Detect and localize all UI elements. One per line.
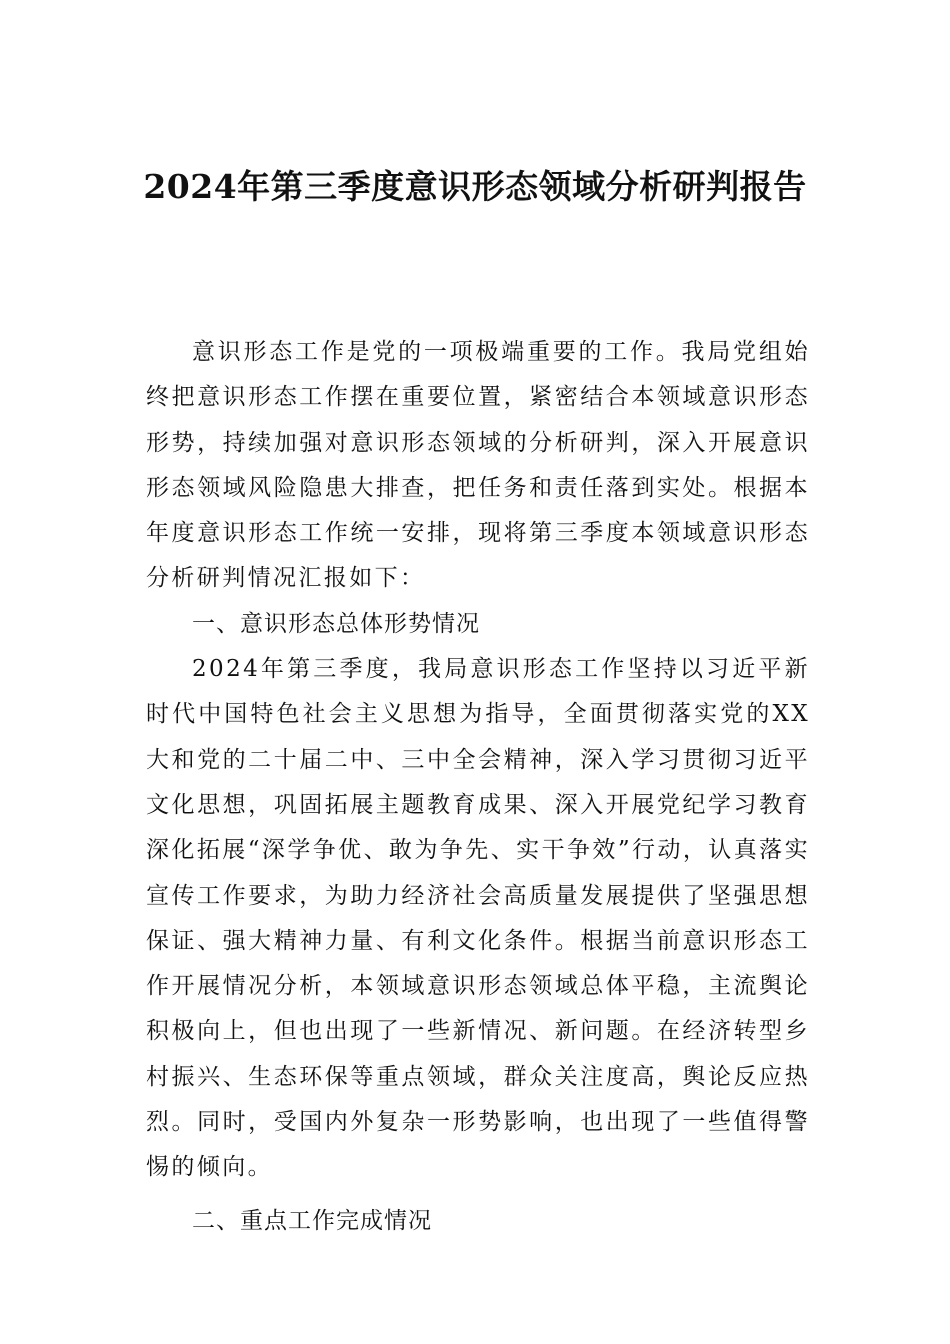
intro-paragraph: 意识形态工作是党的一项极端重要的工作。我局党组始终把意识形态工作摆在重要位置，紧密结合本领域意识形态形势，持续加强对意识形态领域的分析研判，深入开展意识形态领域风险隐患大排查，把任务和责任落到实处。根据本年度意识形态工作统一安排，现将第三季度本领域意识形态分析研判情况汇报如下： bbox=[146, 339, 810, 592]
section-heading-2: 二、重点工作完成情况 bbox=[192, 1207, 432, 1234]
section-paragraph-1: 2024年第三季度，我局意识形态工作坚持以习近平新时代中国特色社会主义思想为指导，全面贯彻落实党的XX大和党的二十届二中、三中全会精神，深入学习贯彻习近平文化思想，巩固拓展主题教育成果、深入开展党纪学习教育深化拓展“深学争优、敢为争先、实干争效”行动，认真落实宣传工作要求，为助力经济社会高质量发展提供了坚强思想保证、强大精神力量、有利文化条件。根据当前意识形态工作开展情况分析，本领域意识形态领域总体平稳，主流舆论积极向上，但也出现了一些新情况、新问题。在经济转型乡村振兴、生态环保等重点领域，群众关注度高，舆论反应热烈。同时，受国内外复杂一形势影响，也出现了一些值得警惕的倾向。 bbox=[146, 656, 810, 1181]
document-title: 2024年第三季度意识形态领域分析研判报告 bbox=[143, 167, 807, 206]
document-body bbox=[146, 330, 810, 1244]
section-heading-1: 一、意识形态总体形势情况 bbox=[192, 610, 480, 637]
